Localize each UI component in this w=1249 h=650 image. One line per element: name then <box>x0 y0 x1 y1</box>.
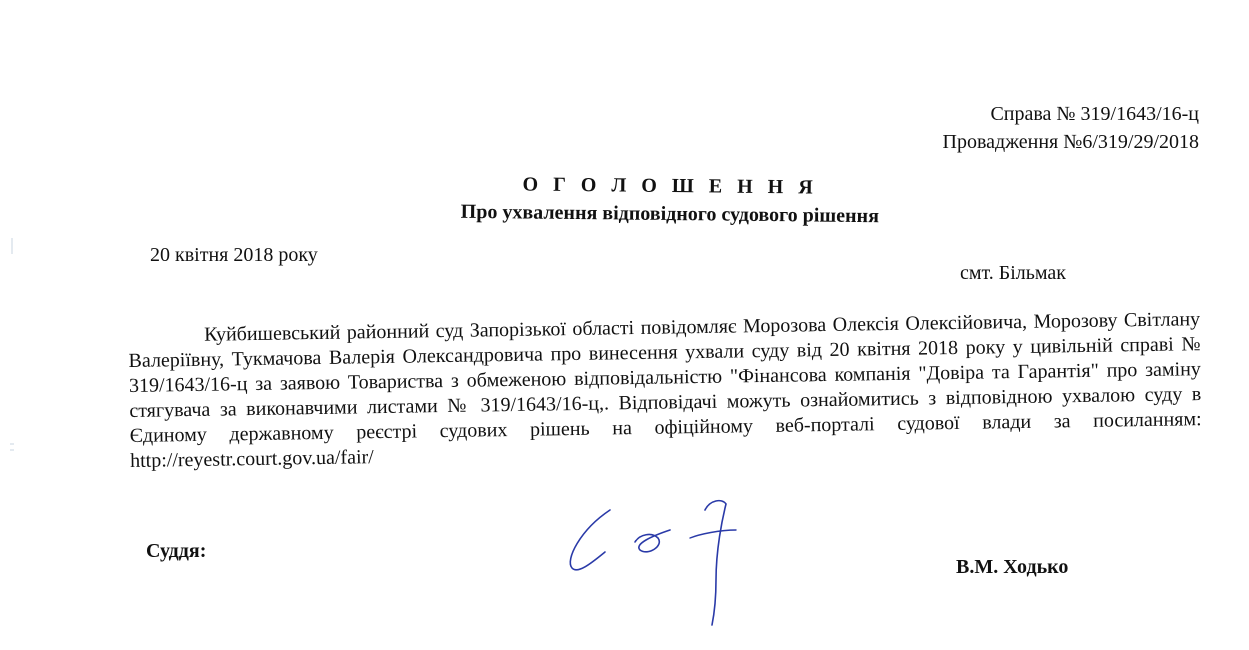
judge-name: В.М. Ходько <box>956 556 1069 578</box>
scan-mark <box>8 438 16 458</box>
case-info <box>943 100 1199 156</box>
case-number: Справа № 319/1643/16-ц <box>990 103 1199 125</box>
scan-mark <box>8 236 16 256</box>
announcement-subheading: Про ухвалення відповідного судового рішення <box>460 200 880 228</box>
judge-label: Суддя: <box>146 540 207 562</box>
signature-image <box>540 490 780 640</box>
notice-body: Куйбишевський районний суд Запорізької області повідомляє Морозова Олексія Олексійовича, Морозову Світлану Валеріївну, Тукмачова Валерія Олександровича про винесення ухвали суду від 20 квітня 2018 року у цивільній справі № 319/1643/16-ц за заявою Товариства з обмеженою відповідальністю "Фінансова компанія "Довіра та Гарантія" про заміну стягувача за виконавчими листами № 319/1643/16-ц,. Відповідачі можуть ознайомитись з відповідною ухвалою суду в Єдиному державному реєстрі судових рішень на офіційному веб-порталі судової влади за посиланням: http://reyestr.court.gov.ua/fair/ <box>128 308 1202 472</box>
document-place: смт. Більмак <box>960 262 1067 284</box>
document-date: 20 квітня 2018 року <box>150 244 318 266</box>
proceeding-number: Провадження №6/319/29/2018 <box>942 131 1199 153</box>
announcement-heading: О Г О Л О Ш Е Н Н Я <box>522 173 818 199</box>
announcement-title <box>380 169 961 231</box>
